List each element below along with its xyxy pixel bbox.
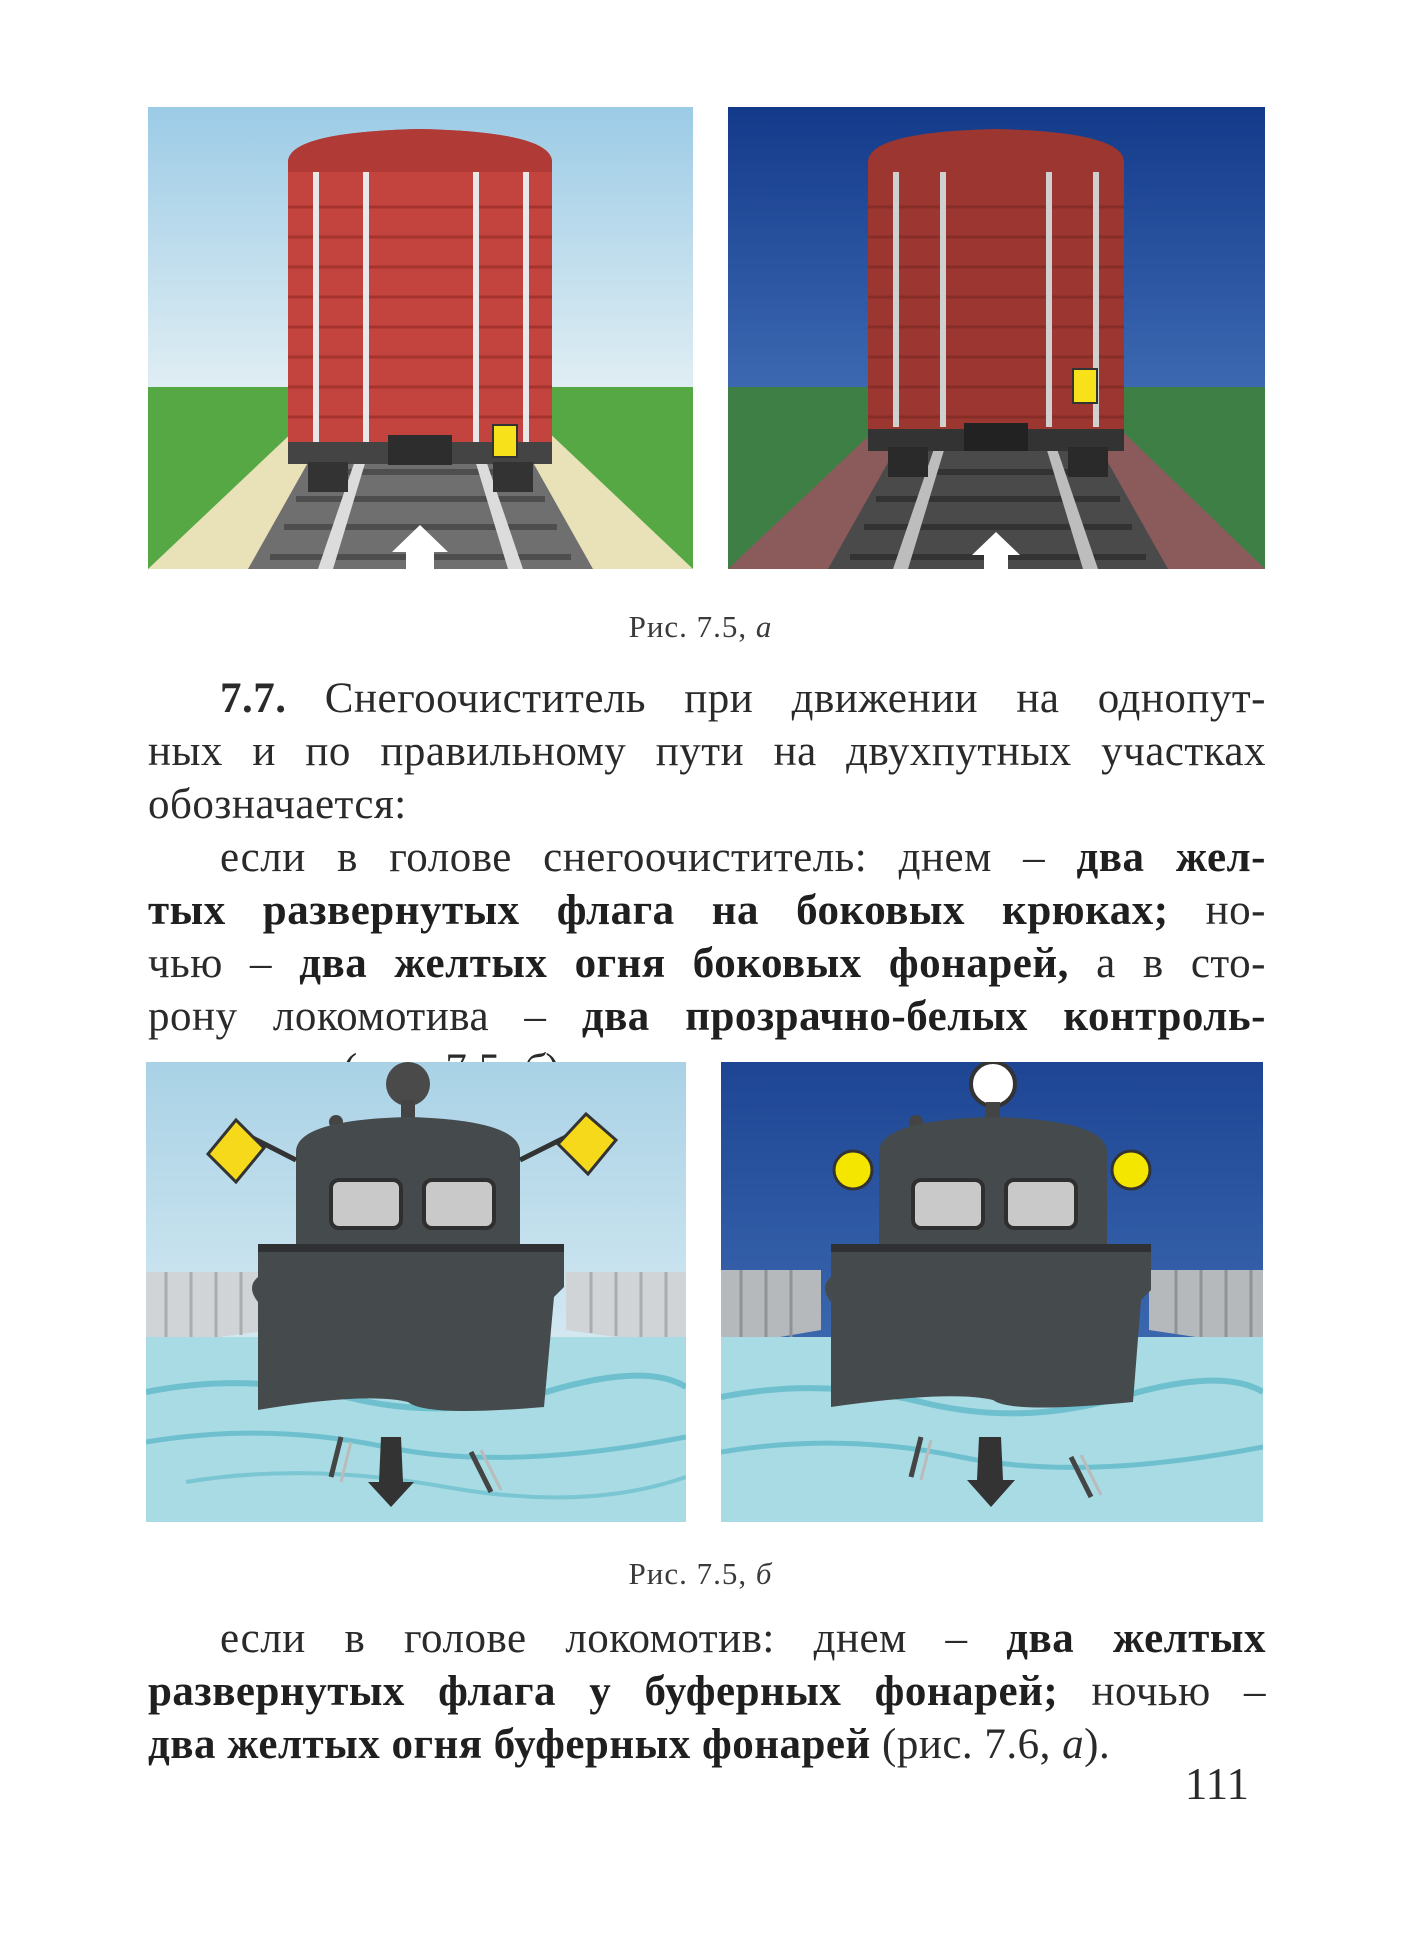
figure-7-5-b-day (146, 1062, 686, 1522)
caption-fig-7-5-a (0, 609, 1401, 645)
paragraph-7-7-snowplow-signals (148, 831, 1266, 1096)
paragraph-7-7-intro (148, 672, 1266, 831)
text-run: ночью – (1058, 1668, 1266, 1715)
text-run: ). (1084, 1721, 1111, 1768)
text-run: рону локомотива – (148, 993, 582, 1040)
text-run: Снегоочиститель при движении на однопут- (324, 675, 1266, 722)
text-run: (рис. 7.6, (870, 1721, 1063, 1768)
text-line (148, 937, 1266, 990)
text-run: если в голове локомотив: днем – (220, 1615, 1007, 1662)
section-number: 7.7. (220, 675, 287, 722)
page-number: 111 (1184, 1759, 1249, 1809)
text-line: ных и по правильному пути на двухпутных участках (148, 728, 1266, 775)
text-line: обозначается: (148, 781, 407, 828)
caption-letter: а (755, 609, 773, 644)
text-run: если в голове снегоочиститель: днем – (220, 834, 1077, 881)
bold-run: развернутых флага у буферных фонарей; (148, 1668, 1059, 1715)
caption-fig-7-5-b (0, 1556, 1401, 1592)
bold-run: два желтых огня боковых фонарей, (299, 940, 1069, 987)
text-run: но- (1168, 887, 1266, 934)
text-line (148, 1665, 1266, 1718)
text-line (148, 1612, 1266, 1665)
bold-run: два прозрачно-белых контроль- (581, 993, 1266, 1040)
paragraph-locomotive-signals (148, 1612, 1266, 1771)
figure-7-5-a-night (728, 107, 1265, 569)
figure-7-5-a-day (148, 107, 693, 569)
italic-run: а (1062, 1721, 1085, 1768)
text-line (148, 1718, 1266, 1771)
figure-7-5-b-night (721, 1062, 1263, 1522)
bold-run: тых развернутых флага на боковых крюках; (148, 887, 1169, 934)
text-line (148, 990, 1266, 1043)
bold-run: два желтых (1006, 1615, 1266, 1662)
bold-run: два желтых огня буферных фонарей (148, 1721, 871, 1768)
bold-run: два жел- (1076, 834, 1266, 881)
text-run: а в сто- (1068, 940, 1266, 987)
text-line (148, 884, 1266, 937)
caption-prefix: Рис. 7.5, (628, 1556, 756, 1591)
text-line (148, 672, 1266, 725)
text-line (148, 831, 1266, 884)
caption-letter: б (755, 1556, 773, 1591)
text-run: чью – (148, 940, 300, 987)
caption-prefix: Рис. 7.5, (628, 609, 756, 644)
